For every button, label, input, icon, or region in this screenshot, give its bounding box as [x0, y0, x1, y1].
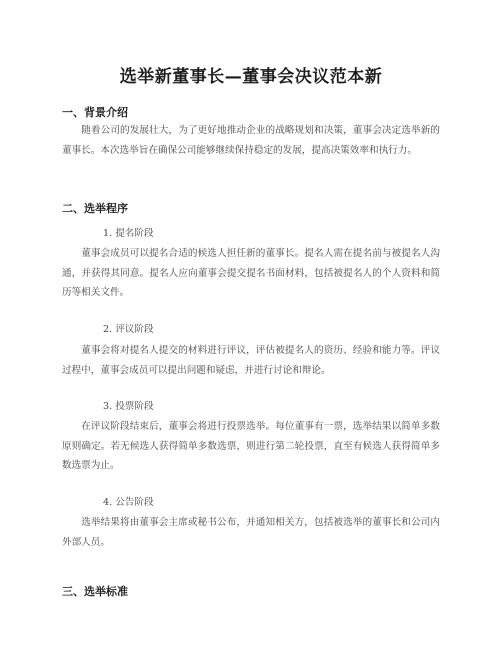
section-heading-background: 一、背景介绍: [62, 106, 128, 119]
paragraph-background: 随着公司的发展壮大，为了更好地推动企业的战略规划和决策，董事会决定选举新的董事长。本次选举旨在确保公司能够继续保持稳定的发展，提高决策效率和执行力。: [62, 125, 440, 156]
step-label-nomination: 1. 提名阶段: [103, 228, 154, 239]
paragraph-nomination: 董事会成员可以提名合适的候选人担任新的董事长。提名人需在提名前与被提名人沟通，并获得其同意。提名人应向董事会提交提名书面材料，包括被提名人的个人资料和简历等相关文件。: [62, 248, 440, 298]
section-heading-procedure: 二、选举程序: [62, 202, 128, 215]
section-heading-criteria: 三、选举标准: [62, 585, 128, 598]
step-label-announcement: 4. 公告阶段: [103, 497, 154, 508]
step-label-voting: 3. 投票阶段: [103, 401, 154, 412]
document-title: 选举新董事长—董事会决议范本新: [119, 67, 383, 87]
paragraph-announcement: 选举结果将由董事会主席或秘书公布，并通知相关方，包括被选举的董事长和公司内外部人员。: [62, 517, 440, 548]
paragraph-review: 董事会将对提名人提交的材料进行评议，评估被提名人的资历、经验和能力等。评议过程中，董事会成员可以提出问题和疑虑，并进行讨论和辩论。: [62, 345, 440, 376]
step-label-review: 2. 评议阶段: [103, 324, 154, 335]
paragraph-voting: 在评议阶段结束后，董事会将进行投票选举。每位董事有一票，选举结果以简单多数原则确定。若无候选人获得简单多数选票，则进行第二轮投票，直至有候选人获得简单多数选票为止。: [62, 421, 440, 471]
